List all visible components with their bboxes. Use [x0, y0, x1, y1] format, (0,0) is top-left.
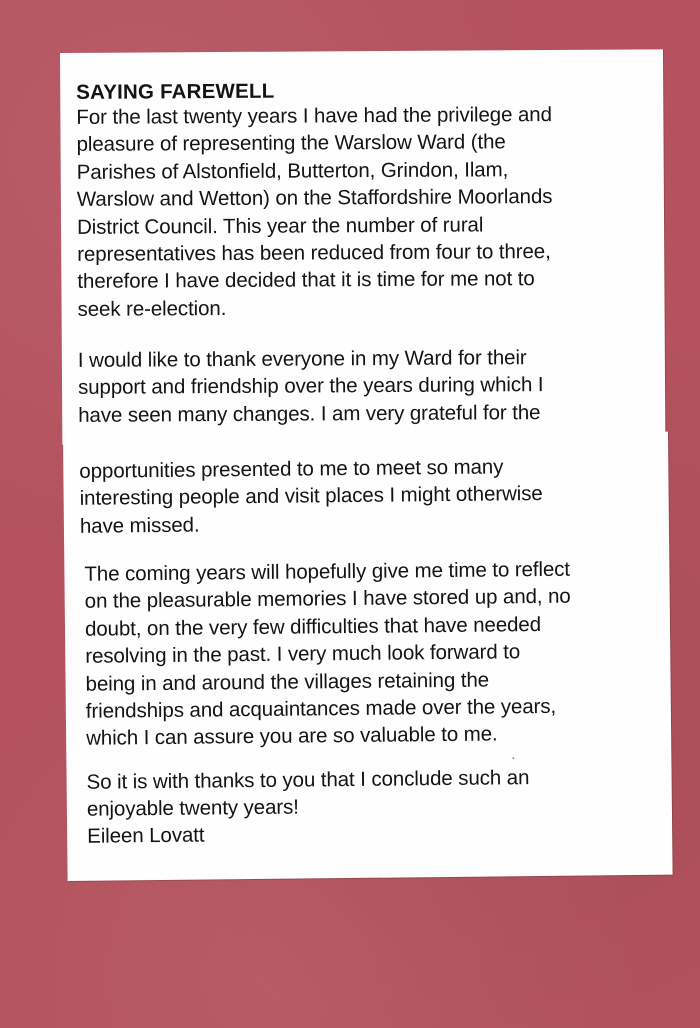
article-clipping-bottom	[63, 432, 673, 881]
paragraph-closing: So it is with thanks to you that I conclude such an enjoyable twenty years!	[86, 766, 530, 822]
paragraph-thanks-part-2: opportunities presented to me to meet so many interesting people and visit places I might otherwise have missed.	[79, 455, 543, 538]
article-title: SAYING FAREWELL	[76, 79, 275, 104]
author-signature: Eileen Lovatt	[87, 823, 205, 848]
article-clipping-top	[60, 49, 665, 445]
paragraph-thanks-part-1: I would like to thank everyone in my Ward for their support and friendship over the years during which I have seen many changes. I am very grateful for the	[77, 346, 544, 427]
paragraph-intro: For the last twenty years I have had the privilege and pleasure of representing the Warslow Ward (the Parishes of Alstonfield, Butterton, Grindon, Ilam, Warslow and Wetton) on the Staffordshire Moorlands District Council. This year the number of rural representatives has been reduced from four to three, therefore I have decided that it is time for me not to seek re-election.	[76, 102, 553, 321]
paragraph-future: The coming years will hopefully give me time to reflect on the pleasurable memories I have stored up and, no doubt, on the very few difficulties that have needed resolving in the past. I very much look forward to being in and around the villages retaining the friendships and acquaintances made over the years, which I can assure you are so valuable to me.	[84, 557, 571, 751]
paper-speck	[512, 757, 514, 759]
